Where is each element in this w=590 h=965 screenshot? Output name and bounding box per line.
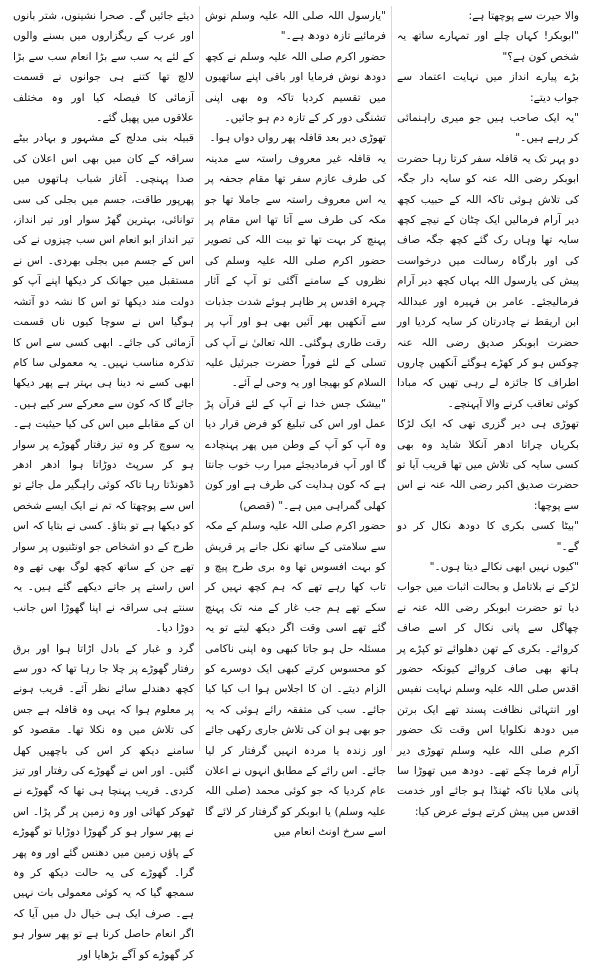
paragraph: حضور اکرم صلی اللہ علیہ وسلم کے مکہ سے سلامتی کے ساتھ نکل جانے پر قریش کو بہت افسوس تھا وہ بری طرح پیچ و تاب کھا رہے تھے کہ ہم کچھ نہیں کر سکے تھے ہم جب غار کے منہ تک پہنچ گئے تھے اسی وقت اگر دیکھ لیتے تو یہ مسئلہ حل ہو جاتا کبھی وہ اپنی ناکامی کو محسوس کرتے کبھی ایک دوسرے کو الزام دیتے۔ ان کا اجلاس ہوا اب کیا کیا جائے۔ سب کی متفقہ رائے ہوئی کہ یہ جو بھی ہو ان کی تلاش جاری رکھی جائے اور زندہ یا مردہ انہیں گرفتار کر لیا جائے۔ اس رائے کے مطابق انہوں نے اعلان عام کردیا کہ جو کوئی محمد (صلی اللہ علیہ وسلم) یا ابوبکر کو گرفتار کر لائے گا اسے سرخ اونٹ انعام میں bbox=[205, 520, 386, 839]
paragraph: دو پہر تک یہ قافلہ سفر کرتا رہا حضرت ابوبکر رضی اللہ عنہ کو سایہ دار جگہ کی تلاش ہوئی تاکہ اللہ کے حبیب کچھ دیر آرام فرمالیں ایک چٹان کے نیچے کچھ سایہ تھا وہاں رک گئے کچھ جگہ صاف کی اور بارگاہ رسالت میں درخواست پیش کی یارسول اللہ یہاں کچھ دیر آرام فرمالیجئے۔ عامر بن فہیرہ اور عبداللہ ابن اریقط نے چادرتان کر سایہ کردیا اور حضرت ابوبکر صدیق رضی اللہ عنہ چوکس ہو کر کھڑے ہوگئے آنکھیں چاروں اطراف کا جائزہ لے رہی تھیں کہ مبادا کوئی تعاقب کرنے والا آپہنچے۔ bbox=[397, 152, 579, 410]
text-column-right bbox=[392, 6, 584, 818]
paragraph: گرد و غبار کے بادل اڑاتا ہوا اور برق رفتار گھوڑے پر چلا جا رہا تھا کہ دور سے کچھ دھندلے سائے نظر آئے۔ قریب ہونے پر معلوم ہوا کہ یہی وہ قافلہ ہے جس کی تلاش میں وہ نکلا تھا۔ مقصود کو سامنے دیکھ کر اس کی باچھیں کھل گئیں۔ اور اس نے گھوڑے کی رفتار اور تیز کردی۔ قریب پہنچا ہی تھا کہ گھوڑے نے ٹھوکر کھائی اور وہ زمین پر گر پڑا۔ اس نے پھر سوار ہو کر گھوڑا دوڑایا تو گھوڑے کے پاؤں زمین میں دھنس گئے اور وہ پھر گرا۔ گھوڑے کی یہ حالت دیکھ کر وہ سمجھ گیا کہ یہ کوئی معمولی بات نہیں ہے۔ صرف ایک ہی خیال دل میں آیا کہ اگر انعام حاصل کرنا ہے تو پھر سوار ہو کر گھوڑے کو آگے بڑھایا اور bbox=[13, 642, 194, 961]
paragraph: تھوڑی ہی دیر گزری تھی کہ ایک لڑکا بکریاں چراتا ادھر آنکلا شاید وہ بھی کسی سایہ کی تلاش میں تھا قریب آیا تو حضرت صدیق اکبر رضی اللہ عنہ نے اس سے پوچھا: bbox=[397, 418, 579, 512]
paragraph: "ابوبکر! کہاں چلے اور تمہارے ساتھ یہ شخص کون ہے؟" bbox=[397, 30, 579, 63]
text-column-left bbox=[8, 6, 200, 961]
paragraph: "بیٹا کسی بکری کا دودھ نکال کر دو گے۔" bbox=[397, 520, 579, 553]
paragraph: "بیشک جس خدا نے آپ کے لئے قرآن پڑ عمل اور اس کی تبلیغ کو فرض قرار دیا وہ آپ کو آپ کے وطن میں پھر پہنچادے گا اور آپ فرمادیجئے میرا رب خوب جانتا ہے کہ کون ہدایت کی طرف ہے اور کون کھلی گمراہی میں ہے۔" (قصص) bbox=[205, 397, 386, 512]
paragraph: حضور اکرم صلی اللہ علیہ وسلم نے کچھ دودھ نوش فرمایا اور باقی اپنے ساتھیوں میں تقسیم کردیا تاکہ وہ بھی اپنی تشنگی دور کر کے تازہ دم ہو جائیں۔ bbox=[205, 50, 386, 125]
paragraph: دیئے جائیں گے۔ صحرا نشینوں، شتر بانوں اور عرب کے ریگزاروں میں بسنے والوں کے لئے یہ سب سے بڑا انعام سب سے بڑا لالچ تھا کتنے ہی جوانوں نے قسمت آزمائی کا فیصلہ کیا اور وہ مختلف علاقوں میں پھیل گئے۔ bbox=[13, 10, 194, 125]
paragraph: والا حیرت سے پوچھتا ہے: bbox=[468, 10, 579, 22]
text-column-middle bbox=[200, 6, 392, 839]
paragraph: "یہ ایک صاحب ہیں جو میری راہنمائی کر رہے ہیں۔" bbox=[397, 112, 579, 145]
paragraph: لڑکے نے بلاتامل و بحالت اثبات میں جواب دیا تو حضرت ابوبکر رضی اللہ عنہ نے چھاگل سے پانی نکال کر اسے صاف کروائے۔ بکری کے تھن دھلوائے تو کپڑے پر ہاتھ بھی صاف کروائے کیونکہ حضور اقدس صلی اللہ علیہ وسلم نہایت نفیس اور انتہائی نظافت پسند تھے ایک برتن میں دودھ نکلوایا اس وقت تک حضور اکرم صلی اللہ علیہ وسلم تھوڑی دیر آرام فرما چکے تھے۔ دودھ میں تھوڑا سا پانی ملایا تاکہ ٹھنڈا ہو جائے اور خدمت اقدس میں پیش کرتے ہوئے عرض کیا: bbox=[397, 581, 579, 818]
paragraph: بڑے پیارے انداز میں نہایت اعتماد سے جواب دیتے: bbox=[397, 71, 579, 104]
paragraph: یہ قافلہ غیر معروف راستہ سے مدینہ کی طرف عازم سفر تھا مقام جحفہ پر یہ اس معروف راستہ سے جاملا تھا جو مکہ کی طرف سے آتا تھا اس مقام پر پہنچ کر بہت تھا تو بیت اللہ کی تصویر حضور اکرم صلی اللہ علیہ وسلم کی نظروں کے سامنے آگئی تو آپ کے آثار چہرہ اقدس پر ظاہر ہوئے شدت جذبات سے آنکھیں بھر آئیں بھی ہو اور آپ پر رقت طاری ہوگئی۔ اللہ تعالیٰ نے آپ کی تسلی کے لئے فوراً حضرت جبرئیل علیہ السلام کو بھیجا اور یہ وحی لے آئے۔ bbox=[205, 152, 386, 390]
paragraph: "کیوں نہیں ابھی نکالے دیتا ہوں۔" bbox=[429, 560, 579, 573]
paragraph: قبیلہ بنی مدلج کے مشہور و بہادر بیٹے سراقہ کے کان میں بھی اس اعلان کی صدا پہنچی۔ آغاز شباب ہاتھوں میں پھرپور طاقت، جسم میں بجلی کی سی توانائی، بہترین گھڑ سوار اور تیر انداز، تیر انداز ابو انعام اس سب چیزوں نے کی اس کے جسم میں بجلی بھردی۔ اس نے مستقبل میں جھانک کر دیکھا اپنے آپ کو دولت مند دیکھا تو اس کا نشہ دو آتشہ ہوگیا اس نے سوچا کیوں ناں قسمت آزمائی کی جائے۔ ابھی کسی سے اس کا تذکرہ مناسب نہیں۔ یہ معمولی سا کام ابھی کسے نہ دینا ہی بہتر ہے پھر دیکھا جائے گا کہ کون سے معرکے سر کیے ہیں۔ ان کے مقابلے میں اس کی کیا حیثیت ہے۔ یہ سوچ کر وہ تیز رفتار گھوڑے پر سوار ہو کر سرپٹ دوڑاتا ہوا ادھر ادھر ڈھونڈتا رہا تاکہ کوئی راہگیر مل جائے تو اس سے پوچھتا کہ تم نے ایک ایسے شخص کو دیکھا ہے تو بتاؤ۔ کسی نے بتایا کہ اس طرح کے دو اشخاص جو اونٹنیوں پر سوار تھے جن کے ساتھ کچھ لوگ بھی تھے وہ اس راستے پر جاتے دیکھے گئے ہیں۔ یہ سنتے ہی سراقہ نے اپنا گھوڑا اس جانب دوڑا دیا۔ bbox=[13, 132, 194, 635]
paragraph: "یارسول اللہ صلی اللہ علیہ وسلم نوش فرمائیے تازہ دودھ ہے۔" bbox=[205, 10, 386, 43]
paragraph: تھوڑی دیر بعد قافلہ پھر رواں دواں ہوا۔ bbox=[209, 132, 386, 145]
